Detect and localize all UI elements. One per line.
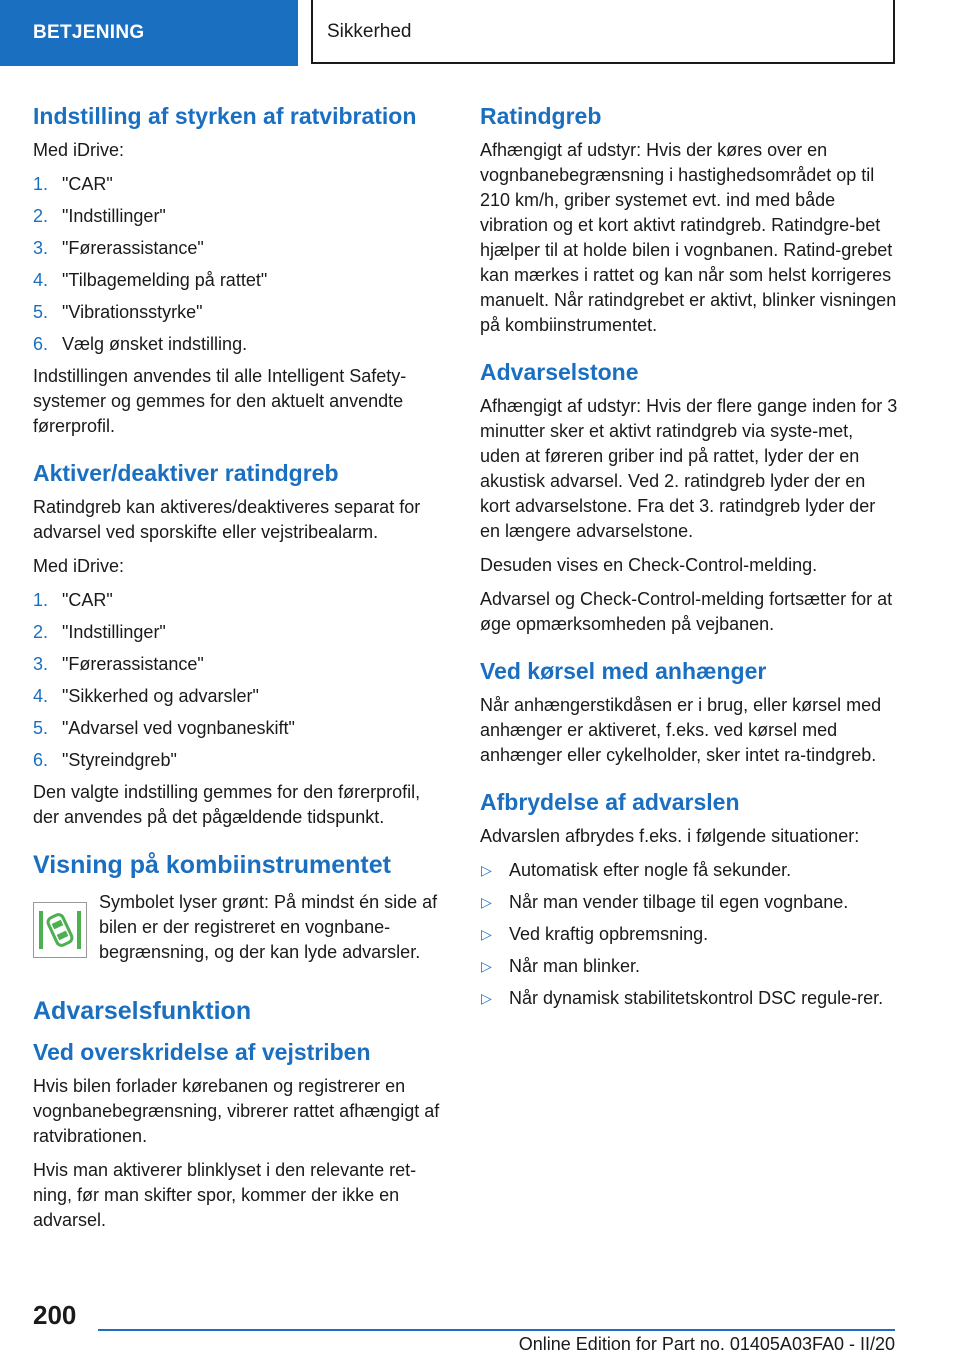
heading-advarselstone: Advarselstone [480, 359, 639, 385]
text-ratindgreb: Afhængigt af udstyr: Hvis der køres over en vognbanebegrænsning i hastighedsområdet op til 210 km/h, griber systemet evt. ind med både vibration og et kort aktivt ratindgreb. Ratindgre-bet hjælper til at holde bilen i vognbanen. Ratind-grebet kan mærkes i rattet og kan når som helst korrigeres manuelt. Når ratindgrebet er aktivt, blinker visningen på kombiinstrumentet. [480, 140, 897, 335]
steps-list-2 [33, 588, 445, 773]
list-item: 5. "Vibrationsstyrke" [33, 302, 203, 322]
note-ratvibration: Indstillingen anvendes til alle Intelligent Safety-systemer og gemmes for den aktuelt anvendte førerprofil. [33, 366, 407, 436]
right-column [480, 100, 898, 1018]
text-overskridelse-2: Hvis man aktiverer blinklyset i den relevante ret-ning, før man skifter spor, kommer der ikke en advarsel. [33, 1160, 417, 1230]
heading-ratindgreb: Ratindgreb [480, 103, 602, 129]
list-item: 5. "Advarsel ved vognbaneskift" [33, 718, 295, 738]
text-overskridelse-1: Hvis bilen forlader kørebanen og registrerer en vognbanebegrænsning, vibrerer rattet afhængigt af ratvibrationen. [33, 1076, 440, 1146]
symbol-description: Symbolet lyser grønt: På mindst én side af bilen er der registreret en vognbane-begrænsning, og der kan lyde advarsler. [99, 892, 438, 962]
heading-ratvibration: Indstilling af styrken af ratvibration [33, 103, 417, 129]
left-column [33, 100, 445, 1242]
list-item: 4. "Tilbagemelding på rattet" [33, 270, 268, 290]
triangle-bullet-icon: ▷ [481, 958, 492, 974]
text-advarselstone-1: Afhængigt af udstyr: Hvis der flere gange inden for 3 minutter sker et aktivt ratindgreb via syste-met, uden at føreren griber ind på rattet, lyder der en akustisk advarsel. Ved 2. ratindgreb lyder der en kort advarselstone. Fra det 3. ratindgreb lyder der en længere advarselstone. [480, 396, 898, 541]
list-item: 2. "Indstillinger" [33, 206, 166, 226]
lane-assist-icon-graphic [34, 903, 86, 957]
lane-assist-icon [33, 902, 87, 958]
text-advarselstone-2: Desuden vises en Check-Control-melding. [480, 555, 818, 575]
text-aktiver: Ratindgreb kan aktiveres/deaktiveres separat for advarsel ved sporskifte eller vejstribealarm. [33, 497, 421, 542]
intro-afbrydelse: Advarslen afbrydes f.eks. i følgende situationer: [480, 826, 860, 846]
heading-advarselsfunktion: Advarselsfunktion [33, 997, 252, 1025]
triangle-bullet-icon: ▷ [481, 862, 492, 878]
intro-idrive-2: Med iDrive: [33, 556, 125, 576]
page-number: 200 [33, 1300, 77, 1330]
heading-afbrydelse: Afbrydelse af advarslen [480, 789, 740, 815]
chapter-label: Sikkerhed [311, 0, 895, 64]
note-aktiver: Den valgte indstilling gemmes for den førerprofil, der anvendes på det pågældende tidspunkt. [33, 782, 421, 827]
list-item: 3. "Førerassistance" [33, 238, 204, 258]
page-header [0, 0, 960, 66]
list-item: 3. "Førerassistance" [33, 654, 204, 674]
section-label: BETJENING [0, 0, 298, 66]
footer-divider [98, 1329, 895, 1331]
text-anhaenger: Når anhængerstikdåsen er i brug, eller kørsel med anhænger er aktiveret, f.eks. ved kørsel med anhænger eller cykelholder, sker intet ra-tindgreb. [480, 695, 882, 765]
list-item: 6. Vælg ønsket indstilling. [33, 334, 248, 354]
list-item: ▷ Når man vender tilbage til egen vognbane. [480, 890, 898, 915]
triangle-bullet-icon: ▷ [481, 926, 492, 942]
list-item: 1. "CAR" [33, 590, 113, 610]
list-item: ▷ Når man blinker. [480, 954, 898, 979]
list-item: ▷ Automatisk efter nogle få sekunder. [480, 858, 898, 883]
heading-aktiver-ratindgreb: Aktiver/deaktiver ratindgreb [33, 460, 339, 486]
situations-list [480, 858, 898, 1011]
heading-overskridelse: Ved overskridelse af vejstriben [33, 1039, 371, 1065]
list-item: 6. "Styreindgreb" [33, 750, 177, 770]
triangle-bullet-icon: ▷ [481, 894, 492, 910]
list-item: ▷ Ved kraftig opbremsning. [480, 922, 898, 947]
intro-idrive-1: Med iDrive: [33, 140, 125, 160]
text-advarselstone-3: Advarsel og Check-Control-melding fortsætter for at øge opmærksomheden på vejbanen. [480, 589, 893, 634]
triangle-bullet-icon: ▷ [481, 990, 492, 1006]
heading-anhaenger: Ved kørsel med anhænger [480, 658, 767, 684]
symbol-row [33, 890, 445, 970]
list-item: 1. "CAR" [33, 174, 113, 194]
list-item: 2. "Indstillinger" [33, 622, 166, 642]
heading-visning: Visning på kombiinstrumentet [33, 851, 391, 879]
list-item: ▷ Når dynamisk stabilitetskontrol DSC regule-rer. [480, 986, 898, 1011]
steps-list-1 [33, 172, 445, 357]
edition-text: Online Edition for Part no. 01405A03FA0 - II/20 [518, 1334, 895, 1354]
list-item: 4. "Sikkerhed og advarsler" [33, 686, 259, 706]
